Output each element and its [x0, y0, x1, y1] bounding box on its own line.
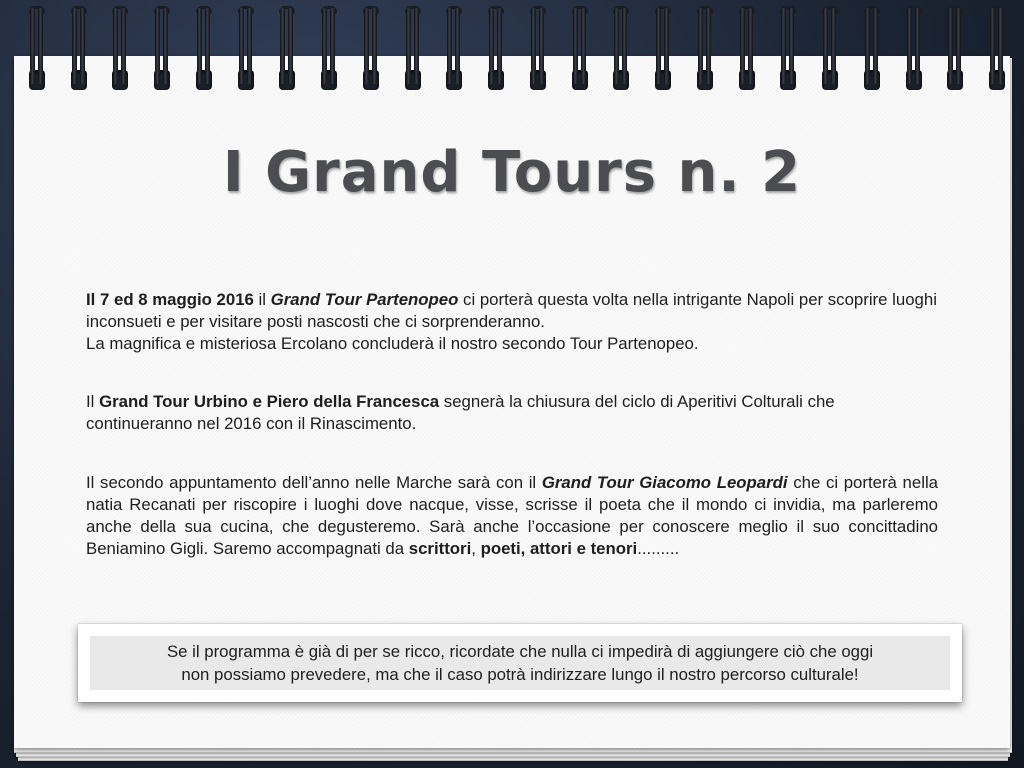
spiral-ring-icon: [529, 8, 547, 92]
ring-wire: [698, 8, 703, 84]
ring-wire: [163, 8, 168, 84]
paragraph-text: il: [253, 290, 271, 309]
ring-wire: [414, 8, 419, 84]
spiral-ring-icon: [779, 8, 797, 92]
ring-wire: [998, 8, 1003, 84]
ring-wire: [406, 8, 411, 84]
ring-wire: [781, 8, 786, 84]
ring-wire: [280, 8, 285, 84]
spiral-ring-icon: [362, 8, 380, 92]
spiral-ring-icon: [654, 8, 672, 92]
spiral-ring-icon: [571, 8, 589, 92]
spiral-ring-icon: [404, 8, 422, 92]
ring-wire: [748, 8, 753, 84]
spiral-ring-icon: [445, 8, 463, 92]
ring-wire: [907, 8, 912, 84]
note-box: [78, 624, 962, 702]
ring-wire: [990, 8, 995, 84]
spiral-ring-icon: [111, 8, 129, 92]
ring-wire: [956, 8, 961, 84]
ring-wire: [288, 8, 293, 84]
ring-wire: [497, 8, 502, 84]
spiral-ring-icon: [988, 8, 1006, 92]
spiral-ring-icon: [237, 8, 255, 92]
ring-wire: [789, 8, 794, 84]
ring-wire: [330, 8, 335, 84]
tour-name-partenopeo: Grand Tour Partenopeo: [270, 290, 459, 309]
ring-wire: [664, 8, 669, 84]
ring-wire: [948, 8, 953, 84]
ring-wire: [38, 8, 43, 84]
paragraph-text: Il: [86, 392, 100, 411]
paragraph-text: ci porterà questa volta nella intrigante Napoli per scoprire luoghi inconsueti e per visitare posti nascosti che ci sorprenderanno.: [86, 290, 937, 331]
paragraph-text: segnerà la chiusura del ciclo di Aperitivi Colturali che continueranno nel 2016 con il Rinascimento.: [86, 392, 835, 433]
paragraph-text-ercolano: La magnifica e misteriosa Ercolano concluderà il nostro secondo Tour Partenopeo.: [86, 334, 699, 353]
ring-wire: [614, 8, 619, 84]
ring-wire: [239, 8, 244, 84]
ring-wire: [205, 8, 210, 84]
spiral-ring-icon: [70, 8, 88, 92]
ellipsis-text: .........: [637, 539, 680, 558]
spiral-ring-icon: [738, 8, 756, 92]
spiral-ring-icon: [320, 8, 338, 92]
ring-wire: [72, 8, 77, 84]
ring-wire: [447, 8, 452, 84]
spiral-ring-icon: [487, 8, 505, 92]
tour-name-leopardi: Grand Tour Giacomo Leopardi: [541, 473, 788, 492]
ring-wire: [873, 8, 878, 84]
paragraph-text: ,: [471, 539, 481, 558]
ring-wire: [489, 8, 494, 84]
spiral-ring-icon: [905, 8, 923, 92]
ring-wire: [831, 8, 836, 84]
ring-wire: [823, 8, 828, 84]
note-text: [90, 636, 950, 690]
ring-wire: [531, 8, 536, 84]
ring-wire: [740, 8, 745, 84]
ring-wire: [573, 8, 578, 84]
spiral-ring-icon: [195, 8, 213, 92]
ring-wire: [113, 8, 118, 84]
tour-name-urbino: Grand Tour Urbino e Piero della Francesca: [99, 392, 440, 411]
ring-wire: [197, 8, 202, 84]
ring-wire: [581, 8, 586, 84]
slide-title: I Grand Tours n. 2: [222, 140, 802, 205]
bold-scrittori: scrittori: [408, 539, 472, 558]
spiral-ring-icon: [863, 8, 881, 92]
ring-wire: [247, 8, 252, 84]
paragraph-leopardi: [86, 472, 938, 560]
spiral-ring-icon: [278, 8, 296, 92]
spiral-ring-icon: [821, 8, 839, 92]
ring-wire: [364, 8, 369, 84]
paragraph-text: Il secondo appuntamento dell’anno nelle Marche sarà con il: [86, 473, 542, 492]
paragraph-text: che ci porterà nella natia Recanati per riscopire i luoghi dove nacque, visse, scrisse il poeta che il mondo ci invidia, ma parleremo anche della sua cucina, che degusteremo. Sarà anche l’occasione per conoscere meglio il suo concittadino Beniamino Gigli. Saremo accompagnati da: [86, 473, 939, 558]
spiral-binding: [0, 0, 1024, 100]
note-line-1: Se il programma è già di per se ricco, ricordate che nulla ci impedirà di aggiungere ciò che oggi: [166, 642, 874, 661]
ring-wire: [706, 8, 711, 84]
paragraph-partenopeo: [86, 289, 938, 355]
spiral-ring-icon: [696, 8, 714, 92]
ring-wire: [539, 8, 544, 84]
ring-wire: [372, 8, 377, 84]
paragraph-urbino: [86, 391, 938, 435]
ring-wire: [322, 8, 327, 84]
event-date: Il 7 ed 8 maggio 2016: [86, 290, 254, 309]
spiral-ring-icon: [28, 8, 46, 92]
ring-wire: [455, 8, 460, 84]
ring-wire: [121, 8, 126, 84]
ring-wire: [155, 8, 160, 84]
spiral-ring-icon: [946, 8, 964, 92]
ring-wire: [30, 8, 35, 84]
ring-wire: [656, 8, 661, 84]
bold-poeti-attori-tenori: poeti, attori e tenori: [480, 539, 638, 558]
spiral-ring-icon: [153, 8, 171, 92]
ring-wire: [80, 8, 85, 84]
note-line-2: non possiamo prevedere, ma che il caso potrà indirizzare lungo il nostro percorso culturale!: [181, 665, 859, 684]
ring-wire: [622, 8, 627, 84]
ring-wire: [915, 8, 920, 84]
ring-wire: [865, 8, 870, 84]
spiral-ring-icon: [612, 8, 630, 92]
